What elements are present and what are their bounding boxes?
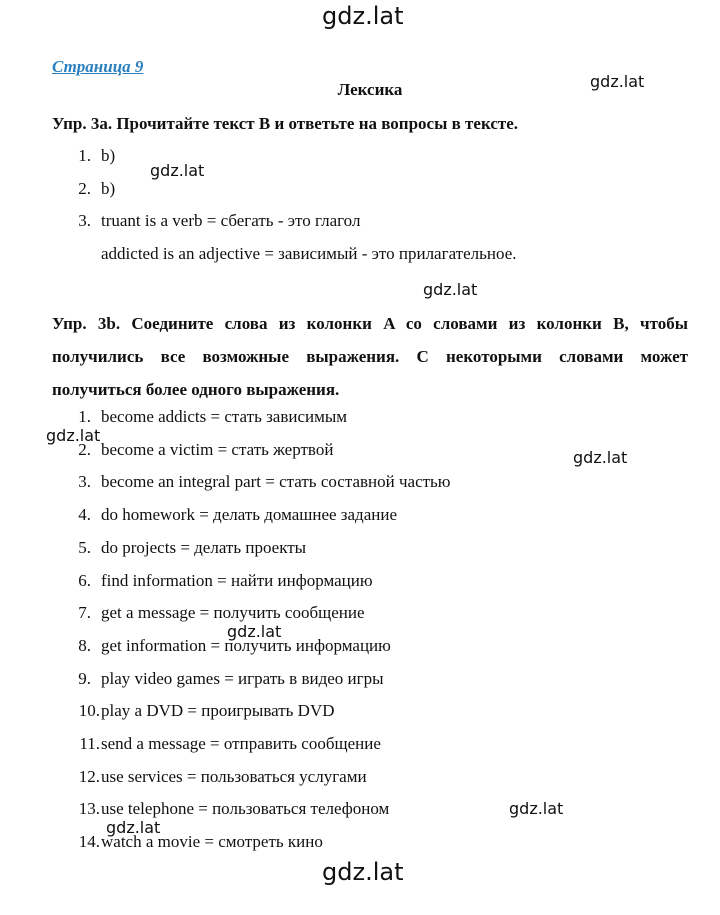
item-number: 12. <box>78 766 100 786</box>
item-text: do homework = делать домашнее задание <box>101 505 397 525</box>
item-number: 14. <box>78 832 100 852</box>
watermark: gdz.lat <box>106 818 161 837</box>
item-number: 10. <box>78 701 100 721</box>
watermark: gdz.lat <box>509 799 564 818</box>
watermark: gdz.lat <box>573 448 628 467</box>
item-text: get information = получить информацию <box>101 635 391 655</box>
item-number: 5. <box>78 537 91 557</box>
item-number: 4. <box>78 505 91 525</box>
item-text: b) <box>101 179 116 198</box>
item-text: truant is a verb = сбегать - это глагол <box>101 211 361 230</box>
watermark: gdz.lat <box>423 280 478 299</box>
item-text: become a victim = стать жертвой <box>101 439 334 459</box>
item-number: 1. <box>78 146 91 165</box>
item-text: use telephone = пользоваться телефоном <box>101 799 390 819</box>
item-number: 11. <box>79 734 100 753</box>
item-number: 2. <box>78 439 91 459</box>
section-title: Лексика <box>337 80 403 99</box>
exercise-3b-heading: Упр. 3b. Соедините слова из колонки A со словами из колонки B, чтобы получились все возможные выражения. С некоторыми словами может получиться более одного выражения. <box>52 314 688 399</box>
item-number: 7. <box>78 603 91 623</box>
item-number: 9. <box>78 668 91 688</box>
item-text: become an integral part = стать составной частью <box>101 472 451 492</box>
item-text: watch a movie = смотреть кино <box>101 832 323 852</box>
item-number: 3. <box>78 211 91 230</box>
item-number: 13. <box>78 799 100 819</box>
item-number: 3. <box>78 472 91 492</box>
watermark-bottom: gdz.lat <box>322 858 404 886</box>
page-link[interactable]: Страница 9 <box>52 57 144 76</box>
watermark-top: gdz.lat <box>322 2 404 30</box>
watermark: gdz.lat <box>227 622 282 641</box>
item-number: 2. <box>78 179 91 198</box>
answer-continuation: addicted is an adjective = зависимый - это прилагательное. <box>101 244 517 263</box>
item-text: do projects = делать проекты <box>101 537 307 557</box>
item-text: play a DVD = проигрывать DVD <box>101 701 335 721</box>
watermark: gdz.lat <box>46 426 101 445</box>
item-number: 8. <box>78 635 91 655</box>
item-text: become addicts = стать зависимым <box>101 407 348 426</box>
item-text: get a message = получить сообщение <box>101 603 365 623</box>
item-text: b) <box>101 146 116 165</box>
item-text: play video games = играть в видео игры <box>101 668 384 688</box>
item-number: 6. <box>78 570 91 590</box>
watermark: gdz.lat <box>590 72 645 91</box>
exercise-3a-heading: Упр. 3a. Прочитайте текст B и ответьте на вопросы в тексте. <box>52 114 519 133</box>
item-text: send a message = отправить сообщение <box>101 734 381 753</box>
item-text: find information = найти информацию <box>101 570 373 590</box>
item-number: 1. <box>78 407 91 426</box>
watermark: gdz.lat <box>150 161 205 180</box>
item-text: use services = пользоваться услугами <box>101 766 367 786</box>
